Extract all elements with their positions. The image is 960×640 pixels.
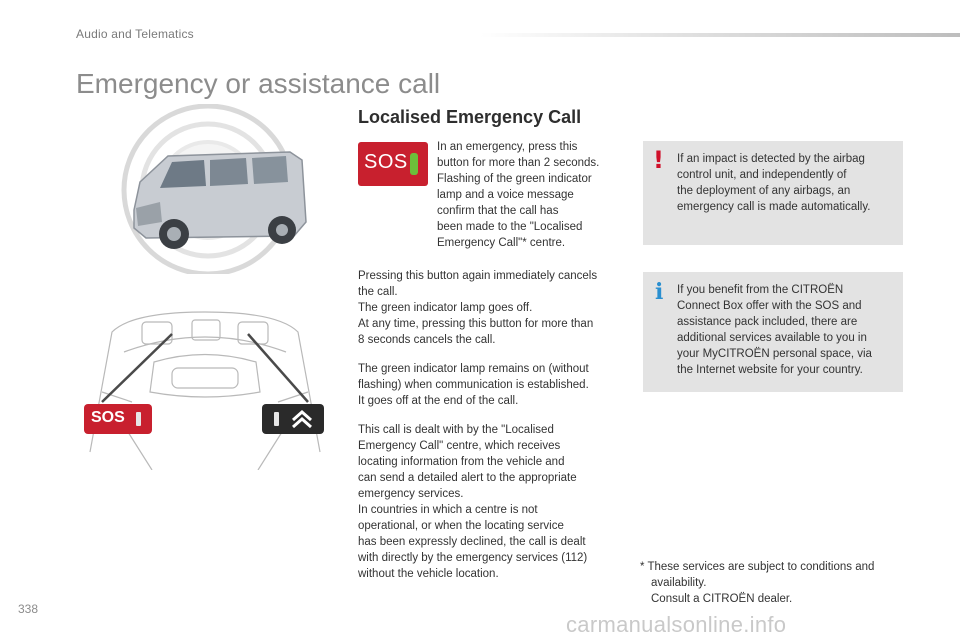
watermark: carmanualsonline.info: [566, 612, 787, 637]
footnote-line-2: availability.: [651, 577, 707, 589]
overhead-console-illustration: [72, 292, 338, 470]
footnote-line-1: * These services are subject to conditions and: [640, 561, 875, 573]
van-body: [134, 152, 306, 249]
header-rule: [480, 33, 960, 37]
warning-text: If an impact is detected by the airbag control unit, and independently of the deployment of any airbags, an emergency call is made automatically.: [677, 153, 871, 213]
overhead-sos-label: SOS: [91, 409, 125, 426]
green-indicator-lamp-icon: [410, 153, 418, 175]
call-centre-description: This call is dealt with by the "Localised Emergency Call" centre, which receives locating information from the vehicle and can send a detailed alert to the appropriate emergency services. In countries in which a centre is not operational, or when the locating service has been expressly declined, the call is dealt with directly by the emergency services (112) without the vehicle location.: [358, 424, 588, 580]
warning-exclamation-icon: !: [653, 146, 664, 174]
info-icon: i: [655, 279, 664, 305]
indicator-lamp-note: The green indicator lamp remains on (without flashing) when communication is established. It goes off at the end of the call.: [358, 363, 589, 407]
footnote: [640, 559, 910, 607]
sos-button-image: [358, 142, 428, 186]
press-instructions: In an emergency, press this button for more than 2 seconds. Flashing of the green indicator lamp and a voice message confirm that the call has been made to the "Localised Emergency Call"* centre.: [437, 141, 600, 249]
footnote-line-3: Consult a CITROËN dealer.: [651, 593, 793, 605]
van-illustration: [76, 104, 334, 274]
overhead-assistance-button: [262, 404, 324, 434]
info-text: If you benefit from the CITROËN Connect Box offer with the SOS and assistance pack included, there are additional services available to you in your MyCITROËN personal space, via the Internet website for your country.: [677, 284, 872, 376]
sos-label: SOS: [364, 151, 408, 173]
warning-box: [643, 141, 903, 245]
cancel-instructions: Pressing this button again immediately cancels the call. The green indicator lamp goes off. At any time, pressing this button for more than 8 seconds cancels the call.: [358, 270, 598, 346]
info-box: [643, 272, 903, 392]
page-number: 338: [18, 602, 39, 616]
page-title: Emergency or assistance call: [76, 68, 441, 99]
overhead-sos-button: [84, 404, 152, 434]
overhead-sos-led-icon: [136, 412, 141, 426]
section-header: Audio and Telematics: [76, 27, 194, 41]
chevron-up-icon: [290, 409, 314, 429]
section-heading: Localised Emergency Call: [358, 107, 582, 127]
assistance-led-icon: [274, 412, 279, 426]
